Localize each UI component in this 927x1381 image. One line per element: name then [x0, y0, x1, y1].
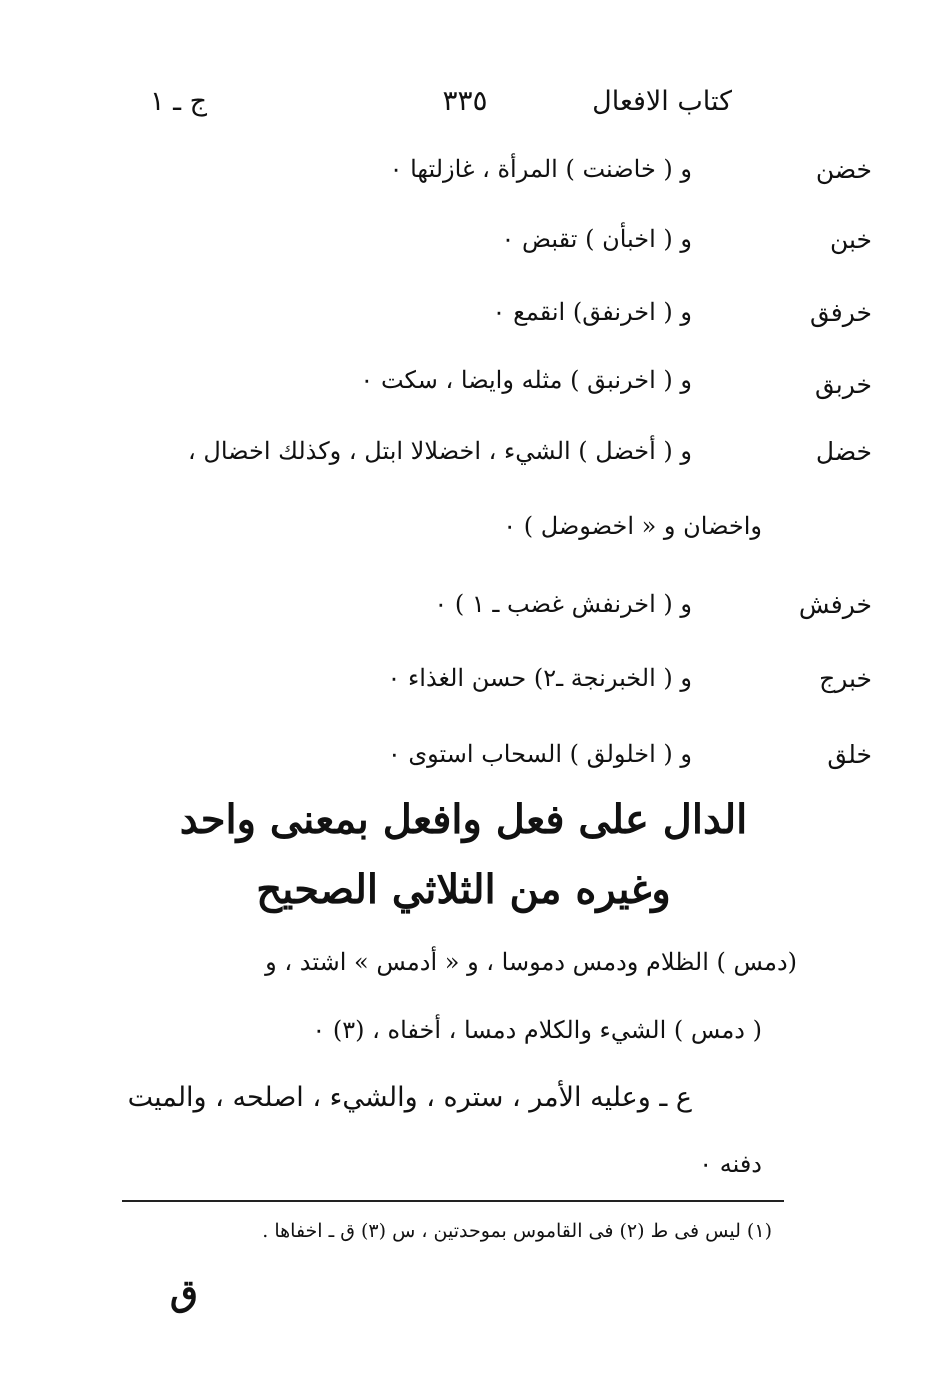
section-subheading: وغيره من الثلاثي الصحيح	[256, 866, 671, 913]
section-heading: الدال على فعل وافعل بمعنى واحد	[179, 796, 748, 843]
entry-definition: و ( خاضنت ) المرأة ، غازلتها ٠	[389, 155, 692, 183]
paragraph-line: ( دمس ) الشيء والكلام دمسا ، أخفاه ، (٣) ٠	[312, 1016, 762, 1044]
entry-root: خضن	[815, 155, 872, 184]
entry-definition: و ( أخضل ) الشيء ، اخضلالا ابتل ، وكذلك اخضال ،	[188, 437, 692, 465]
entry-root: خربق	[814, 370, 872, 399]
paragraph-line: ع ـ وعليه الأمر ، ستره ، والشيء ، اصلحه ، والميت	[127, 1082, 692, 1113]
entry-root: خرفق	[809, 298, 872, 327]
page-number: ٣٣٥	[442, 84, 488, 117]
footnote: (١) ليس فى ط (٢) فى القاموس بموحدتين ، س (٣) ق ـ اخفاها .	[262, 1220, 772, 1242]
paragraph-line: دفنه ٠	[699, 1150, 762, 1178]
entry-definition: و ( الخبرنجة ـ٢) حسن الغذاء ٠	[387, 664, 692, 692]
entry-root: خبرج	[819, 664, 872, 693]
signature-letter: ق	[170, 1272, 198, 1314]
entry-root: خلق	[827, 740, 872, 769]
entry-definition: و ( اخرنفش غضب ـ ١ ) ٠	[434, 590, 692, 618]
entry-root: خرفش	[798, 590, 872, 619]
book-title: كتاب الافعال	[592, 86, 732, 117]
entry-definition: و ( اخرنبق ) مثله وايضا ، سكت ٠	[360, 366, 692, 394]
entry-definition-continuation: واخضان و « اخضوضل ) ٠	[503, 512, 762, 540]
entry-definition: و ( اخلولق ) السحاب استوى ٠	[387, 740, 692, 768]
entry-definition: و ( اخرنفق) انقمع ٠	[492, 298, 692, 326]
footnote-divider	[122, 1200, 784, 1202]
entry-root: خضل	[815, 437, 872, 466]
volume-label: ج ـ ١	[150, 86, 208, 117]
paragraph-line: (دمس ) الظلام ودمس دموسا ، و « أدمس » اشتد ، و	[265, 948, 797, 976]
entry-root: خبن	[829, 225, 872, 254]
entry-definition: و ( اخبأن ) تقبض ٠	[501, 225, 692, 253]
